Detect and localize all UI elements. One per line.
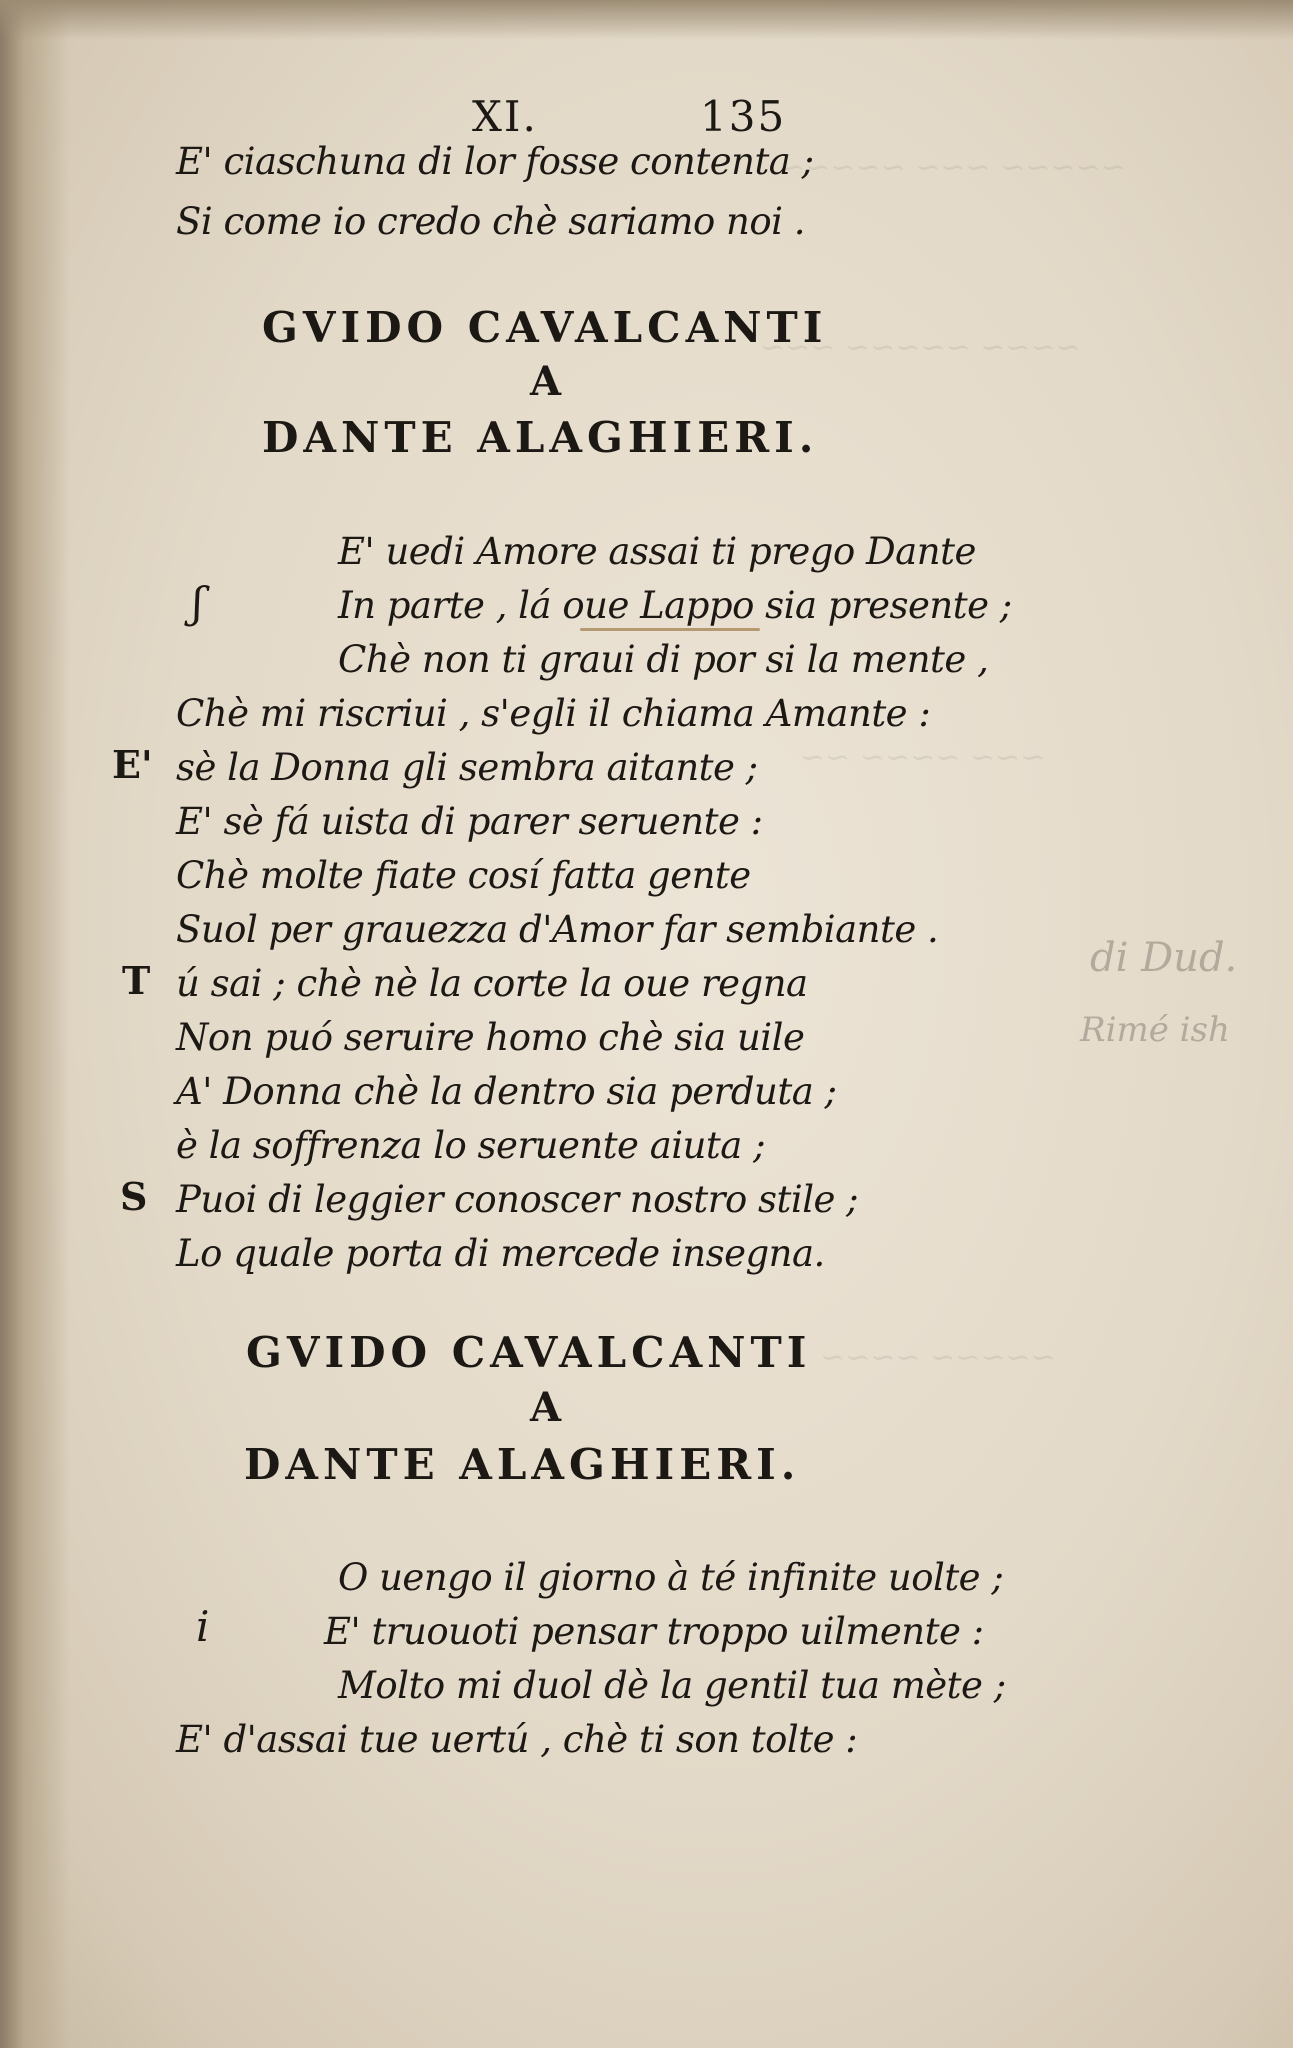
verse-line: Si come io credo chè sariamo noi . xyxy=(176,200,806,243)
initial-letter: T xyxy=(122,958,151,1003)
verse-line: Suol per grauezza d'Amor far sembiante . xyxy=(176,908,939,951)
verse-line: In parte , lá oue Lappo sia presente ; xyxy=(338,584,1012,627)
section-heading-author: GVIDO CAVALCANTI xyxy=(246,1328,812,1377)
initial-letter: S xyxy=(120,1174,148,1219)
initial-letter: E' xyxy=(112,742,153,787)
verse-line: Chè mi riscriui , s'egli il chiama Amante : xyxy=(176,692,931,735)
running-header-chapter: XI. xyxy=(472,92,538,141)
verse-line: E' sè fá uista di parer seruente : xyxy=(176,800,763,843)
margin-mark: i xyxy=(196,1602,210,1651)
section-heading-recipient: DANTE ALAGHIERI. xyxy=(244,1440,801,1489)
bleed-through: ~~~~~ ~~~ ~~~~~ xyxy=(780,150,1126,185)
verse-line: Chè molte fiate cosí fatta gente xyxy=(176,854,751,897)
verse-line: E' uedi Amore assai ti prego Dante xyxy=(338,530,976,573)
verse-line: Chè non ti graui di por si la mente , xyxy=(338,638,989,681)
binding-shadow xyxy=(0,0,70,2048)
verse-line: E' ciaschuna di lor fosse contenta ; xyxy=(176,140,814,183)
page-number: 135 xyxy=(700,92,787,141)
bleed-through: ~~~~ ~~~~~ ~~~ xyxy=(760,330,1081,365)
verse-line: A' Donna chè la dentro sia perduta ; xyxy=(176,1070,837,1113)
verse-line: Lo quale porta di mercede insegna. xyxy=(176,1232,825,1275)
marginal-annotation: di Dud. xyxy=(1090,935,1238,981)
verse-line: E' d'assai tue uertú , chè ti son tolte : xyxy=(176,1718,858,1761)
section-heading-recipient: DANTE ALAGHIERI. xyxy=(262,413,819,462)
section-heading-to: A xyxy=(530,1384,562,1431)
marginal-annotation: Rimé ish xyxy=(1080,1010,1230,1050)
verse-line: Non puó seruire homo chè sia uile xyxy=(176,1016,805,1059)
ink-underline xyxy=(580,628,760,631)
margin-mark: ʃ xyxy=(192,578,204,627)
verse-line: è la soffrenza lo seruente aiuta ; xyxy=(176,1124,766,1167)
verse-line: Puoi di leggier conoscer nostro stile ; xyxy=(176,1178,859,1221)
section-heading-author: GVIDO CAVALCANTI xyxy=(262,303,828,352)
verse-line: ú sai ; chè nè la corte la oue regna xyxy=(176,962,808,1005)
section-heading-to: A xyxy=(530,358,562,405)
verse-line: sè la Donna gli sembra aitante ; xyxy=(176,746,758,789)
top-edge-shadow xyxy=(0,0,1293,40)
verse-line: Molto mi duol dè la gentil tua mète ; xyxy=(338,1664,1006,1707)
bleed-through: ~~~~~ ~~~~ xyxy=(820,1340,1056,1375)
bleed-through: ~~~ ~~~~ ~~ xyxy=(800,740,1046,775)
verse-line: E' truouoti pensar troppo uilmente : xyxy=(324,1610,984,1653)
verse-line: O uengo il giorno à té infinite uolte ; xyxy=(338,1556,1004,1599)
